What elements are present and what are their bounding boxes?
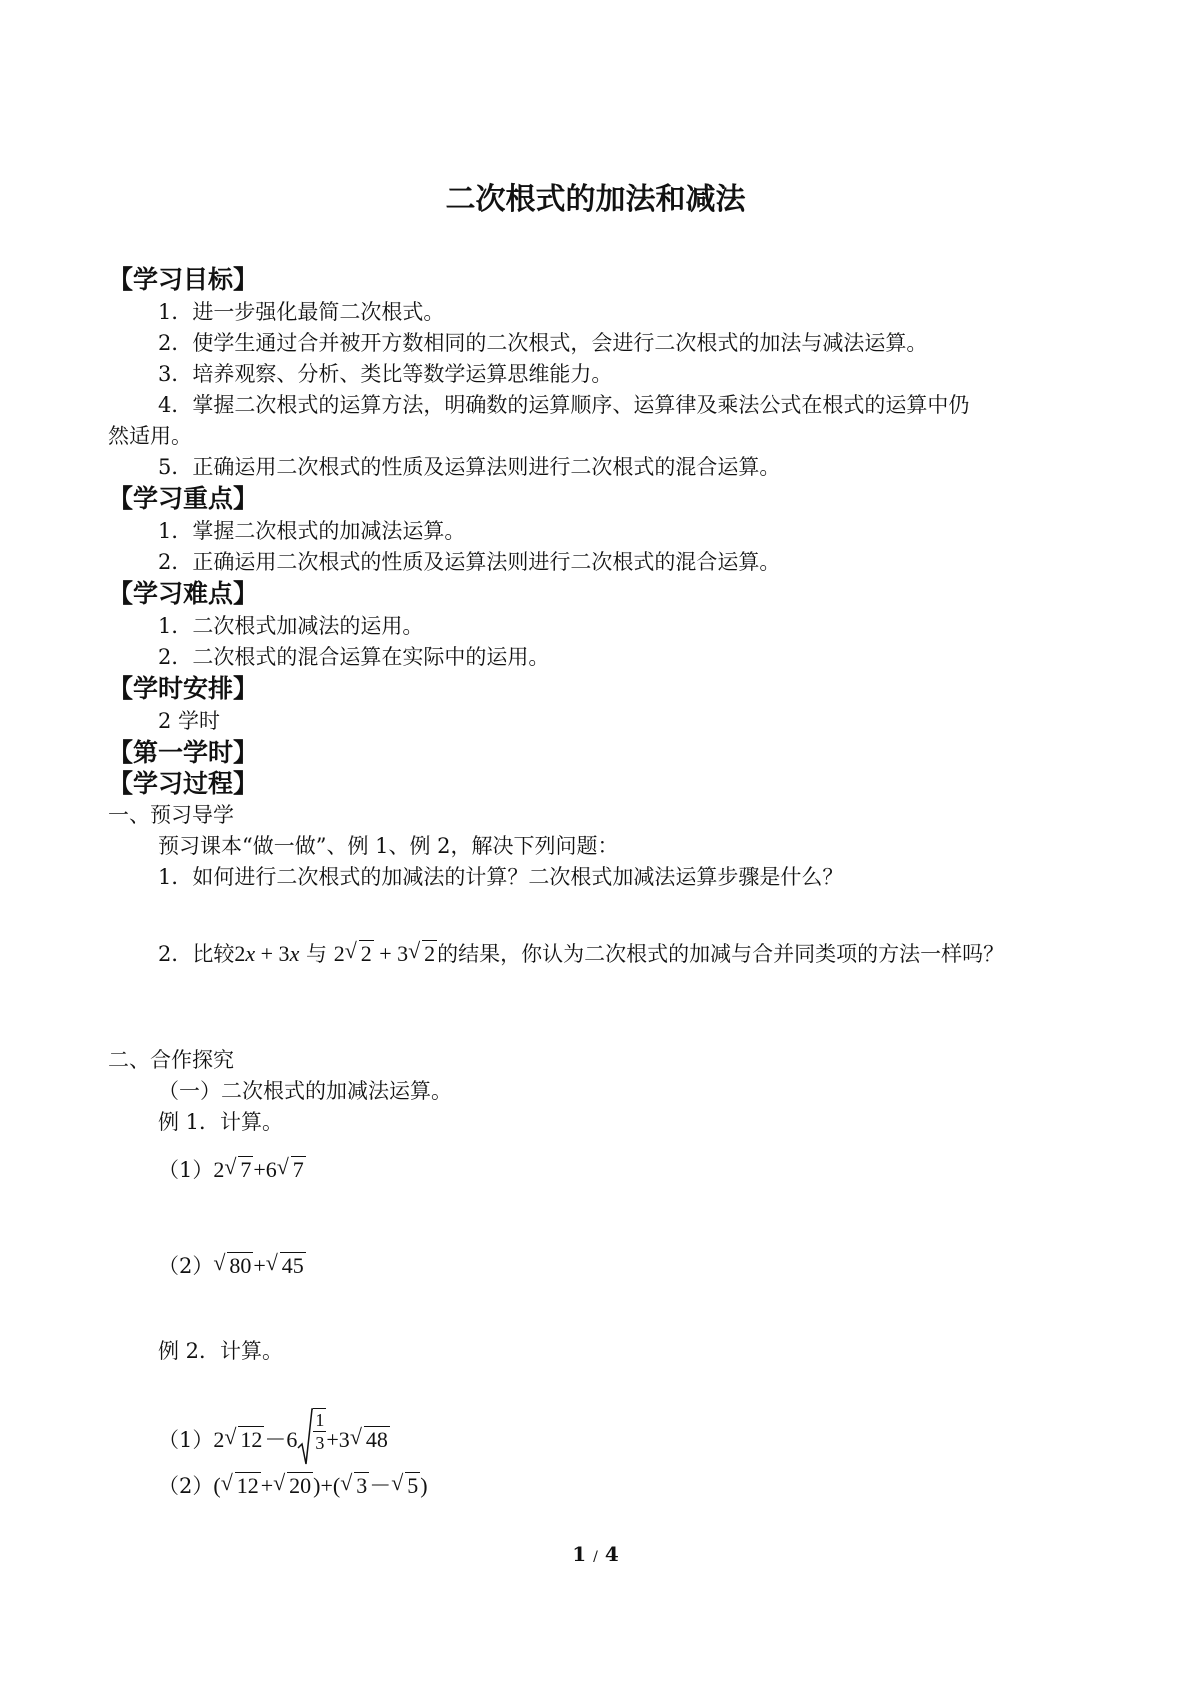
- goal-item: 1．进一步强化最简二次根式。: [158, 300, 445, 324]
- key-point-item: 2．正确运用二次根式的性质及运算法则进行二次根式的混合运算。: [158, 550, 781, 574]
- goal-item: 4．掌握二次根式的运算方法，明确数的运算顺序、运算律及乘法公式在根式的运算中仍: [158, 393, 970, 417]
- sqrt-symbol: √ 20: [273, 1470, 312, 1498]
- question-2-suffix: 的结果，你认为二次根式的加减与合并同类项的方法一样吗？: [437, 942, 1005, 966]
- part-two-heading: 二、合作探究: [108, 1048, 234, 1072]
- process-heading: 【学习过程】: [108, 769, 259, 798]
- sqrt-fraction-symbol: $\frac{1}{3}$: [297, 1408, 326, 1454]
- sqrt-symbol: √ 7: [224, 1154, 252, 1182]
- key-points-heading: 【学习重点】: [108, 484, 259, 513]
- goals-heading: 【学习目标】: [108, 265, 259, 294]
- sqrt-symbol: √ 3: [340, 1470, 368, 1498]
- difficulty-item: 1．二次根式加减法的运用。: [158, 614, 424, 638]
- question-1: 1．如何进行二次根式的加减法的计算？二次根式加减法运算步骤是什么？: [158, 865, 844, 889]
- page-title: 二次根式的加法和减法: [445, 182, 746, 217]
- goal-item: 5．正确运用二次根式的性质及运算法则进行二次根式的混合运算。: [158, 455, 781, 479]
- question-2-prefix: 2．比较: [158, 942, 235, 966]
- expr-radicals: 2 √ 2 + 3 √ 2: [333, 938, 436, 966]
- sqrt-symbol: √ 48: [349, 1424, 388, 1452]
- key-point-item: 1．掌握二次根式的加减法运算。: [158, 519, 466, 543]
- difficulty-item: 2．二次根式的混合运算在实际中的运用。: [158, 645, 550, 669]
- goal-item: 2．使学生通过合并被开方数相同的二次根式，会进行二次根式的加法与减法运算。: [158, 331, 928, 355]
- question-2-mid: 与: [306, 942, 328, 966]
- example-2-part-1: （1）2 √ 12－6 $\frac{1}{3}$ +3 √ 48: [158, 1408, 390, 1454]
- sqrt-symbol: √ 80: [213, 1250, 252, 1278]
- sqrt-symbol: √ 2: [344, 938, 372, 966]
- goal-item: 3．培养观察、分析、类比等数学运算思维能力。: [158, 362, 613, 386]
- sqrt-symbol: √ 12: [220, 1470, 259, 1498]
- sqrt-symbol: √ 12: [224, 1424, 263, 1452]
- question-2: [158, 940, 1004, 968]
- schedule-heading: 【学时安排】: [108, 674, 259, 703]
- schedule-value: 2 学时: [158, 709, 221, 733]
- example-1-part-1: （1）2 √ 7+6 √ 7: [158, 1154, 304, 1182]
- difficulties-heading: 【学习难点】: [108, 579, 259, 608]
- goal-item-continued: 然适用。: [108, 424, 192, 448]
- sqrt-symbol: √ 2: [408, 938, 436, 966]
- sqrt-symbol: √ 5: [391, 1470, 419, 1498]
- sqrt-symbol: √ 45: [265, 1250, 304, 1278]
- example-1-label: 例 1．计算。: [158, 1110, 284, 1134]
- subsection-heading: （一）二次根式的加减法运算。: [158, 1079, 452, 1103]
- expr-2x-plus-3x: 2x + 3x: [234, 941, 300, 966]
- first-lesson-heading: 【第一学时】: [108, 738, 259, 767]
- example-2-part-2: （2）( √ 12+ √ 20)+( √ 3－ √ 5): [158, 1470, 428, 1498]
- sqrt-symbol: √ 7: [276, 1154, 304, 1182]
- example-2-label: 例 2．计算。: [158, 1339, 284, 1363]
- example-1-part-2: （2） √ 80+ √ 45: [158, 1250, 304, 1278]
- preview-instruction: 预习课本“做一做”、例 1、例 2，解决下列问题：: [158, 834, 619, 858]
- page-number: 1 / 4: [572, 1542, 619, 1566]
- part-one-heading: 一、预习导学: [108, 803, 234, 827]
